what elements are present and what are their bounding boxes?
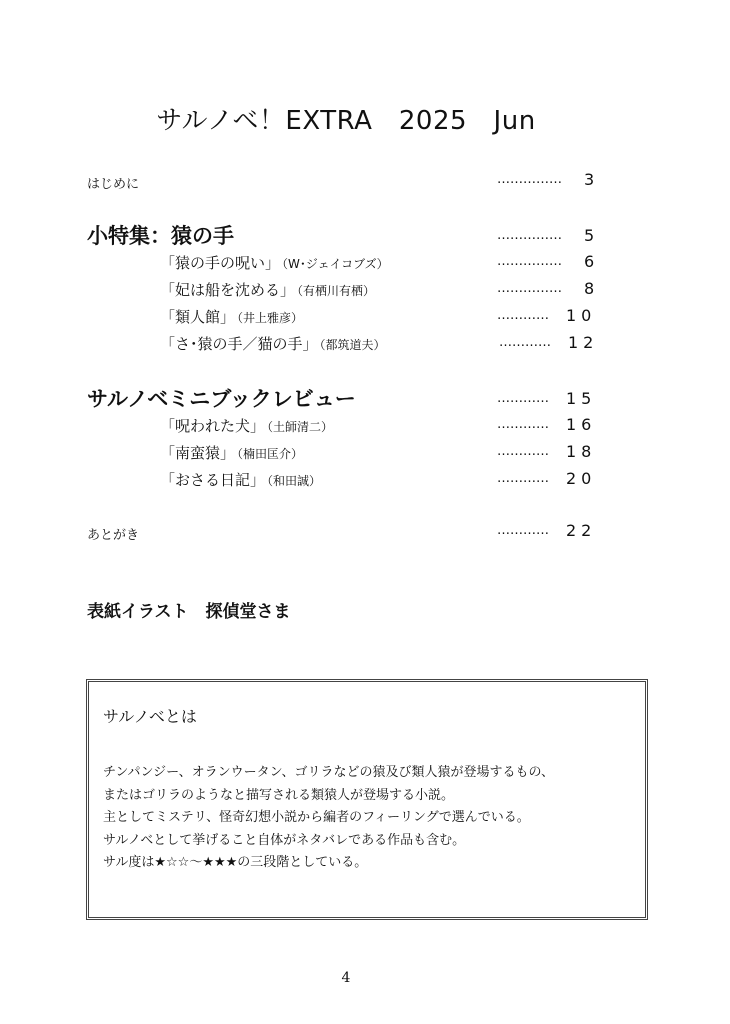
toc-entry-label bbox=[160, 252, 389, 273]
toc-page-number: 16 bbox=[566, 415, 597, 434]
toc-entry[interactable] bbox=[0, 306, 730, 330]
toc-leader: ………… bbox=[497, 523, 549, 538]
toc-entry-author: （和田誠） bbox=[267, 474, 322, 488]
toc-entry-afterword[interactable] bbox=[0, 521, 730, 545]
about-description bbox=[103, 762, 554, 875]
about-box bbox=[86, 679, 648, 920]
cover-illustration-credit: 表紙イラスト 探偵堂さま bbox=[87, 602, 291, 622]
toc-section-label: サルノベミニブックレビュー bbox=[87, 387, 356, 411]
toc-page-number: 15 bbox=[566, 389, 597, 408]
about-line: チンパンジー、オランウータン、ゴリラなどの猿及び類人猿が登場するもの、 bbox=[103, 765, 555, 780]
toc-leader: …………… bbox=[497, 254, 562, 269]
toc-leader: ………… bbox=[497, 444, 549, 459]
toc-entry-author: （有栖川有栖） bbox=[297, 284, 376, 298]
toc-section-sarunote[interactable] bbox=[0, 226, 730, 250]
toc-page-number: 20 bbox=[566, 469, 597, 488]
about-line: 主としてミステリ、怪奇幻想小説から編者のフィーリングで選んでいる。 bbox=[103, 810, 530, 825]
about-line: サル度は★☆☆～★★★の三段階としている。 bbox=[103, 855, 368, 870]
page-title: サルノベ！EXTRA 2025 Jun bbox=[156, 106, 536, 136]
about-title: サルノベとは bbox=[103, 707, 197, 726]
toc-entry-intro[interactable] bbox=[0, 170, 730, 194]
toc-page-number: 18 bbox=[566, 442, 597, 461]
toc-leader: ………… bbox=[497, 391, 549, 406]
toc-entry-title: 「呪われた犬」 bbox=[160, 417, 266, 435]
toc-entry-title: 「妃は船を沈める」 bbox=[160, 281, 296, 299]
toc-entry-author: （楠田匡介） bbox=[237, 447, 304, 461]
toc-entry-label bbox=[160, 469, 321, 490]
toc-page-number: 6 bbox=[584, 252, 600, 271]
toc-page-number: 5 bbox=[584, 226, 600, 245]
toc-section-label: 小特集：猿の手 bbox=[87, 224, 234, 248]
toc-page-number: 12 bbox=[568, 333, 599, 352]
toc-entry[interactable] bbox=[0, 252, 730, 276]
toc-entry-label bbox=[160, 333, 386, 354]
toc-leader: ………… bbox=[499, 335, 551, 350]
toc-entry[interactable] bbox=[0, 279, 730, 303]
toc-entry-title: 「さ･猿の手／猫の手」 bbox=[160, 335, 318, 353]
about-line: サルノベとして挙げること自体がネタバレである作品も含む。 bbox=[103, 832, 466, 848]
toc-entry[interactable] bbox=[0, 442, 730, 466]
toc-entry-title: 「南蛮猿」 bbox=[160, 444, 236, 462]
toc-entry-title: 「おさる日記」 bbox=[160, 471, 266, 489]
toc-entry-label: あとがき bbox=[87, 528, 140, 543]
toc-entry-author: （W･ジェイコブズ） bbox=[282, 257, 389, 271]
toc-entry-title: 「猿の手の呪い」 bbox=[160, 254, 281, 272]
toc-entry[interactable] bbox=[0, 469, 730, 493]
toc-entry-title: 「類人館」 bbox=[160, 308, 236, 326]
toc-entry[interactable] bbox=[0, 333, 730, 357]
toc-leader: …………… bbox=[497, 228, 562, 243]
about-line: またはゴリラのようなと描写される類猿人が登場する小説。 bbox=[103, 787, 455, 803]
toc-leader: ………… bbox=[497, 417, 549, 432]
toc-entry-label bbox=[160, 279, 375, 300]
toc-page-number: 8 bbox=[584, 279, 600, 298]
toc-entry-label: はじめに bbox=[87, 177, 140, 192]
toc-entry-author: （土師清二） bbox=[267, 420, 334, 434]
toc-entry-label bbox=[160, 442, 303, 463]
page-number: 4 bbox=[341, 970, 351, 986]
toc-entry-label bbox=[160, 415, 333, 436]
toc-leader: …………… bbox=[497, 172, 562, 187]
toc-page-number: 22 bbox=[566, 521, 597, 540]
toc-entry-author: （井上雅彦） bbox=[237, 311, 304, 325]
toc-leader: ………… bbox=[497, 308, 549, 323]
toc-entry[interactable] bbox=[0, 415, 730, 439]
toc-page-number: 3 bbox=[584, 170, 600, 189]
toc-entry-author: （都筑道夫） bbox=[319, 338, 386, 352]
toc-page-number: 10 bbox=[566, 306, 597, 325]
toc-section-book-review[interactable] bbox=[0, 389, 730, 413]
toc-entry-label bbox=[160, 306, 303, 327]
toc-leader: ………… bbox=[497, 471, 549, 486]
toc-leader: …………… bbox=[497, 281, 562, 296]
